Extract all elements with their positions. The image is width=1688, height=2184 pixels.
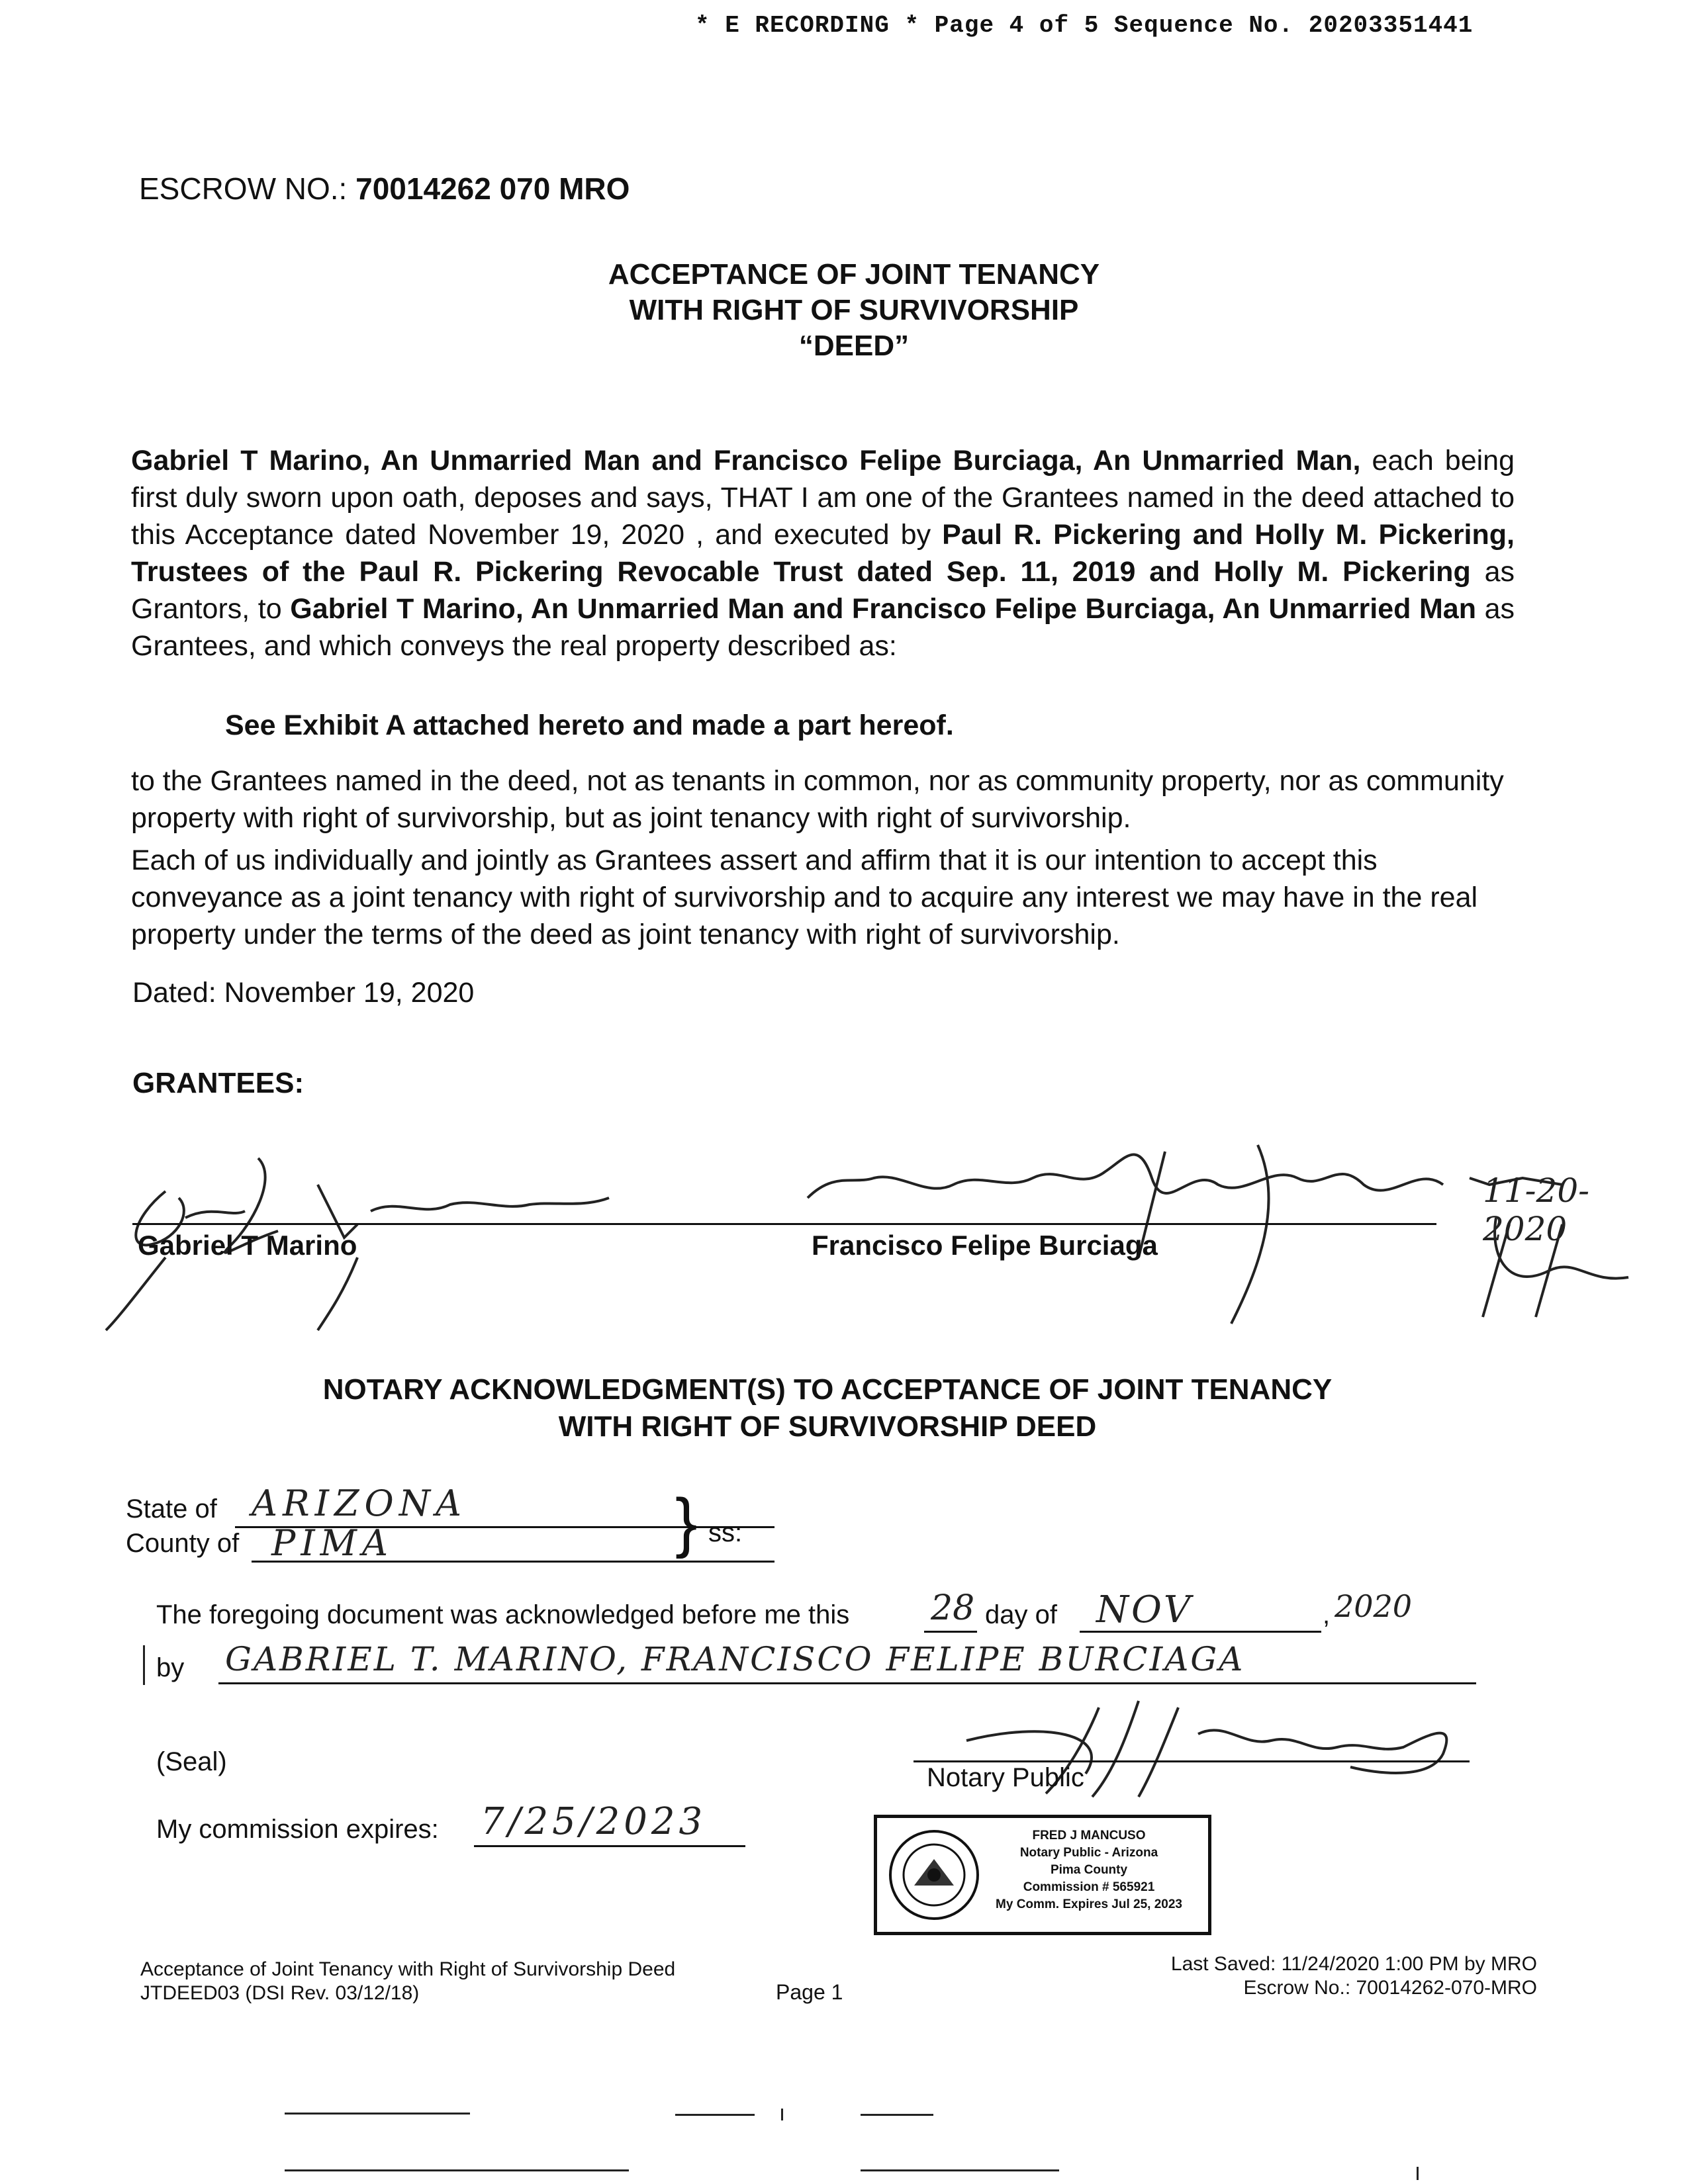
ss-label: ss: xyxy=(708,1518,743,1547)
by-value: GABRIEL T. MARINO, FRANCISCO FELIPE BURCIAGA xyxy=(225,1640,1245,1678)
stamp-line-3: Pima County xyxy=(1050,1863,1128,1877)
escrow-value: 70014262 070 MRO xyxy=(355,171,630,206)
ack-day: 28 xyxy=(931,1588,975,1628)
escrow-label: ESCROW NO.: xyxy=(139,171,348,206)
footer-form-title: Acceptance of Joint Tenancy with Right of Survivorship Deed xyxy=(140,1958,676,1980)
recording-header: * E RECORDING * Page 4 of 5 Sequence No. 20203351441 xyxy=(695,12,1474,39)
footer-page: Page 1 xyxy=(776,1980,843,2004)
grantee2-handwritten-date: 11-20-2020 xyxy=(1483,1171,1590,1248)
ack-year: 2020 xyxy=(1335,1588,1413,1624)
venue-block xyxy=(126,1482,788,1575)
scan-artifact xyxy=(1417,2167,1419,2180)
scan-artifact xyxy=(675,2114,755,2116)
grantee2-name: Francisco Felipe Burciaga xyxy=(812,1230,1158,1261)
stamp-line-5: My Comm. Expires Jul 25, 2023 xyxy=(996,1897,1182,1911)
scan-artifact xyxy=(781,2109,783,2120)
comma: , xyxy=(1323,1600,1331,1629)
ack-month: NOV xyxy=(1096,1588,1194,1631)
grantees-heading: GRANTEES: xyxy=(132,1067,305,1099)
dated-line: Dated: November 19, 2020 xyxy=(132,977,475,1009)
footer-form-info xyxy=(140,1958,675,2005)
title-line-2: WITH RIGHT OF SURVIVORSHIP xyxy=(629,294,1079,326)
escrow-number xyxy=(139,171,630,206)
notary-public-label: Notary Public xyxy=(927,1763,1084,1792)
state-seal-icon xyxy=(888,1829,980,1921)
state-value: ARIZONA xyxy=(252,1482,467,1524)
county-value: PIMA xyxy=(271,1522,393,1564)
by-label: by xyxy=(156,1653,185,1682)
grantee1-name: Gabriel T Marino xyxy=(138,1230,357,1261)
para3-text: Each of us individually and jointly as Grantees assert and affirm that it is our intention to accept this conveyance as a joint tenancy with right of survivorship and to acquire any interest we may have in the real property under the terms of the deed as joint tenancy with right of survivorship. xyxy=(131,844,1478,950)
body-paragraph-2 xyxy=(131,762,1515,837)
state-label: State of xyxy=(126,1494,217,1524)
body-paragraph-1 xyxy=(131,442,1515,664)
commission-value: 7/25/2023 xyxy=(481,1800,707,1843)
notary-heading xyxy=(199,1371,1456,1445)
grantees-bold: Gabriel T Marino, An Unmarried Man and Francisco Felipe Burciaga, An Unmarried Man, xyxy=(131,445,1361,477)
scan-artifact xyxy=(861,2169,1059,2171)
body-text-3: as Grantees, and which conveys the real property described as: xyxy=(131,593,1515,662)
footer-form-code: JTDEED03 (DSI Rev. 03/12/18) xyxy=(140,1982,420,2004)
scan-artifact xyxy=(861,2114,933,2116)
grantee2-signature xyxy=(794,1125,1655,1337)
notary-seal-stamp xyxy=(874,1815,1211,1935)
acknowledgment-line xyxy=(156,1588,1454,1641)
ack-text: The foregoing document was acknowledged before me this xyxy=(156,1600,850,1629)
footer-last-saved: Last Saved: 11/24/2020 1:00 PM by MRO xyxy=(1170,1953,1537,1975)
document-title xyxy=(463,257,1244,364)
footer-escrow: Escrow No.: 70014262-070-MRO xyxy=(1243,1977,1537,1999)
grantee1-signature xyxy=(79,1138,774,1337)
seal-label: (Seal) xyxy=(156,1747,227,1776)
commission-expires xyxy=(156,1800,818,1866)
stamp-line-4: Commission # 565921 xyxy=(1023,1880,1155,1894)
scan-artifact xyxy=(285,2169,629,2171)
exhibit-reference: See Exhibit A attached hereto and made a part hereof. xyxy=(225,709,954,741)
county-label: County of xyxy=(126,1529,240,1558)
commission-label: My commission expires: xyxy=(156,1815,439,1844)
by-margin-mark xyxy=(143,1645,145,1685)
notary-heading-line-1: NOTARY ACKNOWLEDGMENT(S) TO ACCEPTANCE OF JOINT TENANCY xyxy=(322,1373,1333,1406)
title-line-3: “DEED” xyxy=(798,330,910,362)
footer-saved-info xyxy=(1171,1952,1537,2000)
stamp-line-2: Notary Public - Arizona xyxy=(1019,1846,1158,1860)
body-paragraph-3 xyxy=(131,842,1515,953)
grantors-bold: Paul R. Pickering and Holly M. Pickering, Trustees of the Paul R. Pickering Revocable Trust dated Sep. 11, 2019 and Holly M. Pickering xyxy=(131,519,1515,588)
notary-heading-line-2: WITH RIGHT OF SURVIVORSHIP DEED xyxy=(558,1410,1097,1443)
stamp-line-1: FRED J MANCUSO xyxy=(1032,1829,1146,1843)
body-text-2: as Grantors, to xyxy=(131,556,1515,625)
grantees2-bold: Gabriel T Marino, An Unmarried Man and Francisco Felipe Burciaga, An Unmarried Man xyxy=(290,593,1476,625)
scan-artifact xyxy=(285,2113,470,2115)
title-line-1: ACCEPTANCE OF JOINT TENANCY xyxy=(608,258,1100,291)
para2-text: to the Grantees named in the deed, not as tenants in common, nor as community property, nor as community property with right of survivorship, but as joint tenancy with right of survivorship. xyxy=(131,765,1504,834)
ss-brace: } xyxy=(675,1485,698,1559)
day-of-label: day of xyxy=(985,1600,1057,1629)
body-text-1: each being first duly sworn upon oath, deposes and says, THAT I am one of the Grantees named in the deed attached to this Acceptance dated November 19, 2020 , and executed by xyxy=(131,445,1515,551)
